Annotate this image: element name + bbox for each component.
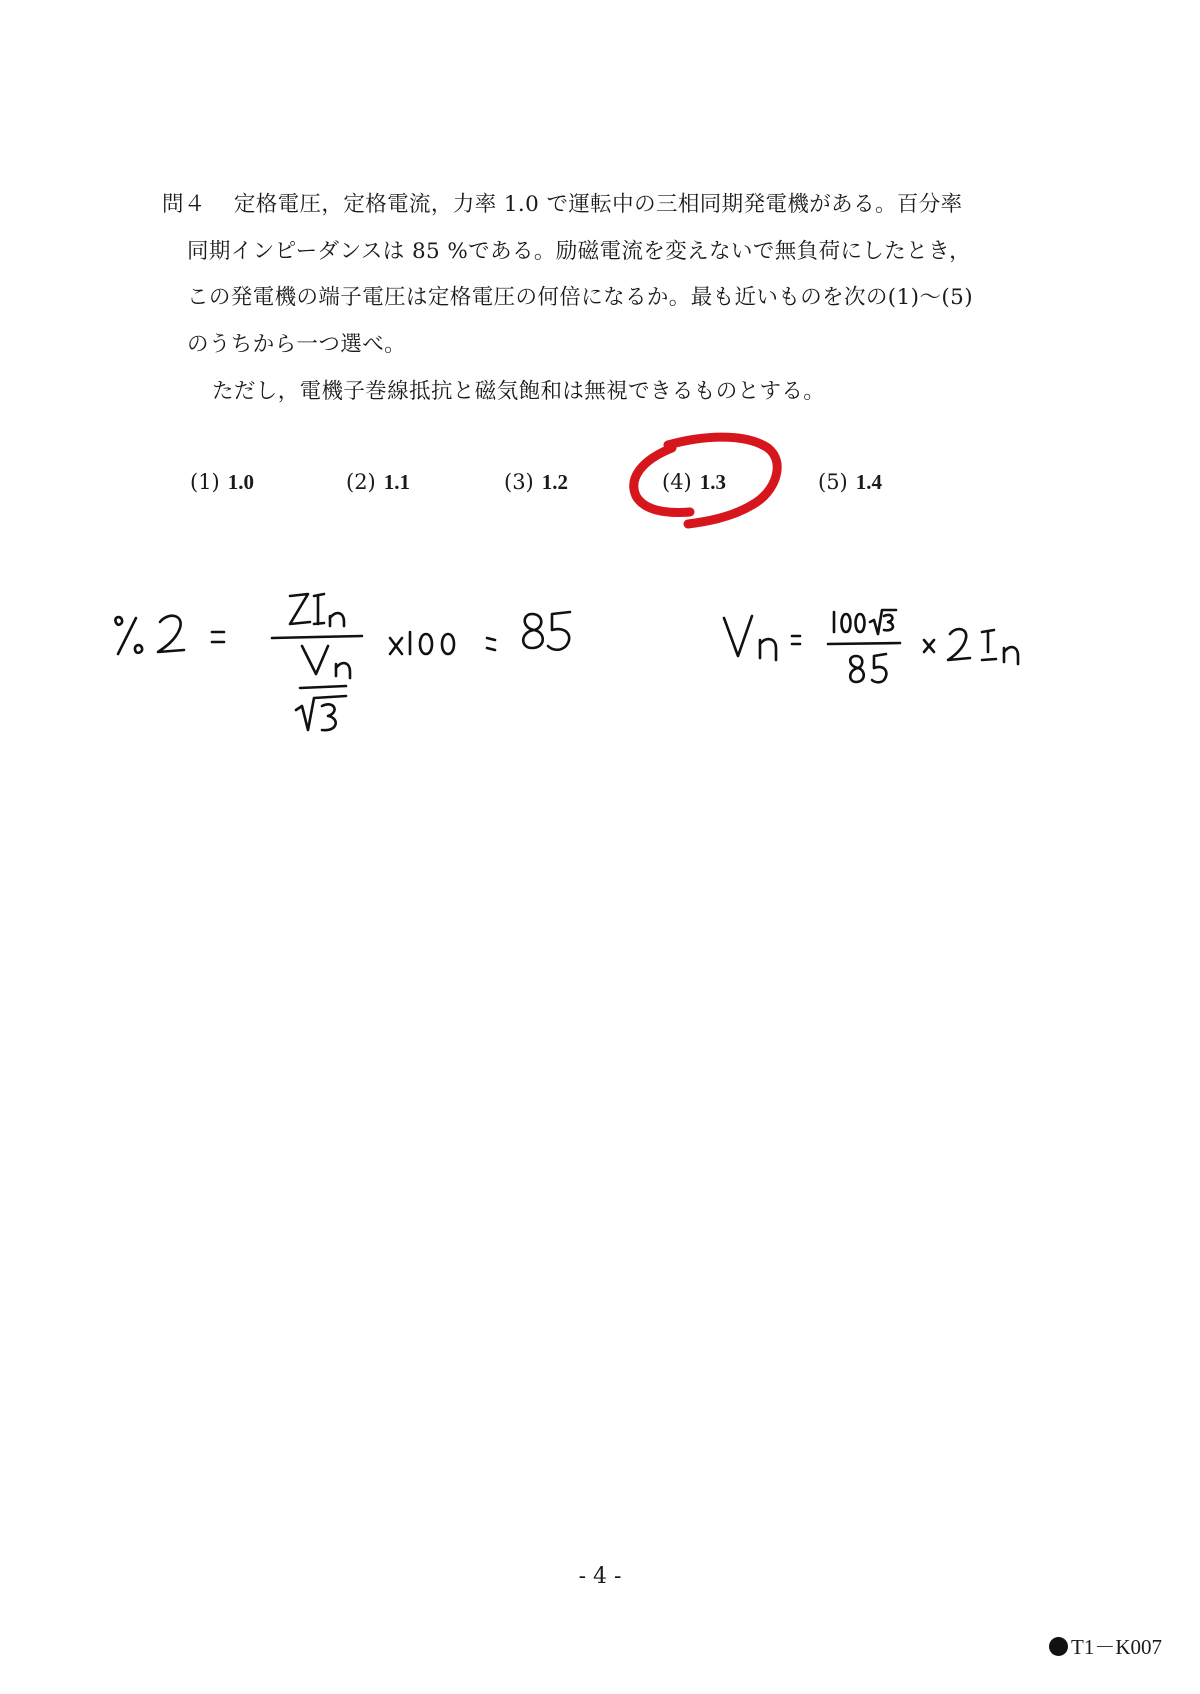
question-line-2: 同期インピーダンスは 85 %である。励磁電流を変えないで無負荷にしたとき， [187,239,972,264]
choice-2[interactable] [346,467,410,497]
handwritten-formula-2 [724,610,1018,682]
question-line-3: この発電機の端子電圧は定格電圧の何倍になるか。最も近いものを次の(1)～(5) [187,285,974,310]
choice-4[interactable] [662,467,726,497]
choice-label: (2) [346,470,376,494]
exam-code-text: T1－K007 [1071,1635,1162,1659]
question-number: 問４ [162,192,206,217]
question-line-4: のうちから一つ選べ。 [187,332,407,357]
choice-label: (4) [662,470,692,494]
question-line-1 [162,190,963,220]
question-note-line: ただし，電機子巻線抵抗と磁気飽和は無視できるものとする。 [212,379,826,404]
question-text-1: 定格電圧，定格電流，力率 1.0 で運転中の三相同期発電機がある。百分率 [233,192,963,217]
choice-5[interactable] [818,467,882,497]
choice-value: 1.2 [541,470,568,494]
choice-1[interactable] [190,467,254,497]
choice-label: (1) [190,470,220,494]
choice-value: 1.3 [699,470,726,494]
choice-value: 1.4 [855,470,882,494]
choice-label: (5) [818,470,848,494]
bullet-dot-icon [1049,1637,1068,1656]
choice-3[interactable] [504,467,568,497]
handwritten-formula-1 [115,594,570,730]
exam-code [1049,1631,1162,1661]
choice-value: 1.0 [227,470,254,494]
page-number: - 4 - [578,1564,622,1589]
choice-label: (3) [504,470,534,494]
choice-value: 1.1 [383,470,410,494]
